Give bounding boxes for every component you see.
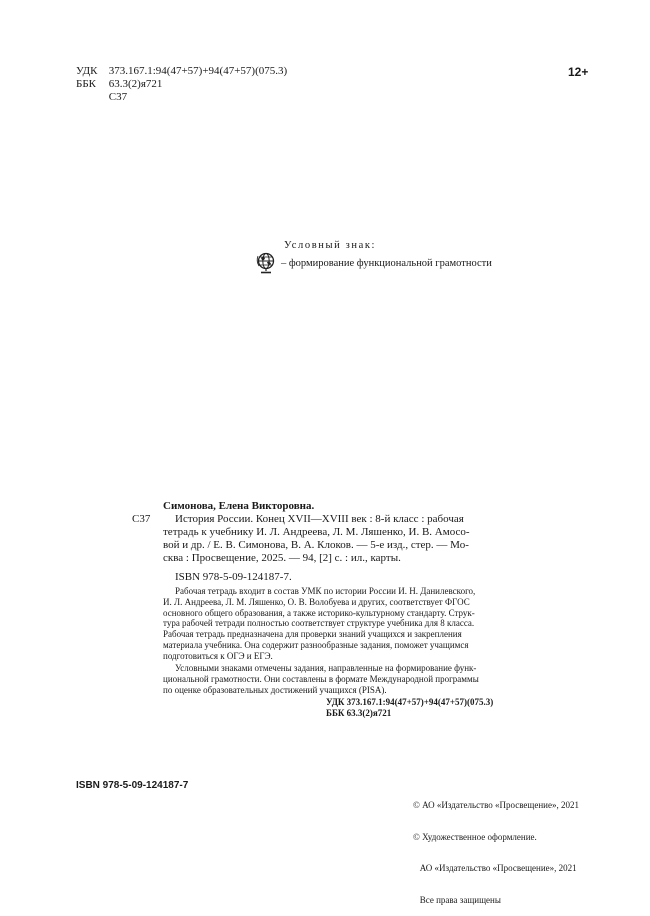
annotation-line: Рабочая тетрадь входит в состав УМК по истории России И. Н. Данилевского, [175,586,476,596]
footer-isbn: ISBN 978-5-09-124187-7 [76,780,189,791]
age-rating: 12+ [568,65,589,79]
annotation-signs [163,663,508,695]
globe-icon [254,252,278,274]
udk-value: 373.167.1:94(47+57)+94(47+57)(075.3) [108,65,288,77]
udk-label: УДК [76,65,98,77]
annotation-line: И. Л. Андреева, Л. М. Ляшенко, О. В. Волобуева и других, соответствует ФГОС [163,596,470,607]
udk-full: УДК 373.167.1:94(47+57)+94(47+57)(075.3) [326,697,494,707]
copyright-block [413,779,579,916]
legend-item: – формирование функциональной грамотности [281,258,492,269]
author-mark: С37 [108,91,128,103]
catalog-codes [326,697,493,719]
author-mark-line [76,91,287,104]
bbk-full: ББК 63.3(2)я721 [326,708,392,718]
annotation-main [163,586,508,662]
description-line: тетрадь к учебнику И. Л. Андреева, Л. М. Ляшенко, И. В. Амосо- [163,526,470,538]
bbk-label: ББК [76,78,96,90]
copyright-line: © Художественное оформление. [413,831,537,842]
legend-title: Условный знак: [284,240,377,251]
annotation-line: Условными знаками отмечены задания, направленные на формирование функ- [175,663,477,673]
description-line: сква : Просвещение, 2025. — 94, [2] с. : ил., карты. [163,552,401,565]
catalog-author [163,500,508,513]
catalog-isbn: ISBN 978-5-09-124187-7. [175,571,292,583]
copyright-line: © АО «Издательство «Просвещение», 2021 [413,800,579,810]
description-line: вой и др. / Е. В. Симонова, В. А. Клоков. — 5-е изд., стер. — Мо- [163,539,469,552]
catalog-description-cont [163,526,508,566]
bbk-value: 63.3(2)я721 [108,78,163,90]
bbk-line [76,78,287,91]
author-name: Симонова, Елена Викторовна. [163,500,315,512]
catalog-author-mark: С37 [132,513,151,525]
annotation-line: циональной грамотности. Они составлены в формате Международной программы [163,673,479,684]
annotation-line: по оценке образовательных достижений учащихся (PISA). [163,684,387,695]
annotation-line: подготовиться к ОГЭ и ЕГЭ. [163,650,273,661]
description-line: История России. Конец XVII—XVIII век : 8-й класс : рабочая [175,513,464,525]
annotation-line: тура рабочей тетради полностью соответствует структуре учебника для 8 класса. [163,618,475,629]
annotation-line: материала учебника. Она содержит разнообразные задания, поможет учащимся [163,639,469,650]
classification-header [76,65,287,104]
annotation-line: основного общего образования, а также историко-культурному стандарту. Струк- [163,607,475,618]
copyright-line: АО «Издательство «Просвещение», 2021 [413,863,577,873]
catalog-description [163,513,508,526]
annotation-line: Рабочая тетрадь предназначена для проверки знаний учащихся и закрепления [163,629,462,640]
udk-line [76,65,287,78]
copyright-line: Все права защищены [413,894,501,905]
